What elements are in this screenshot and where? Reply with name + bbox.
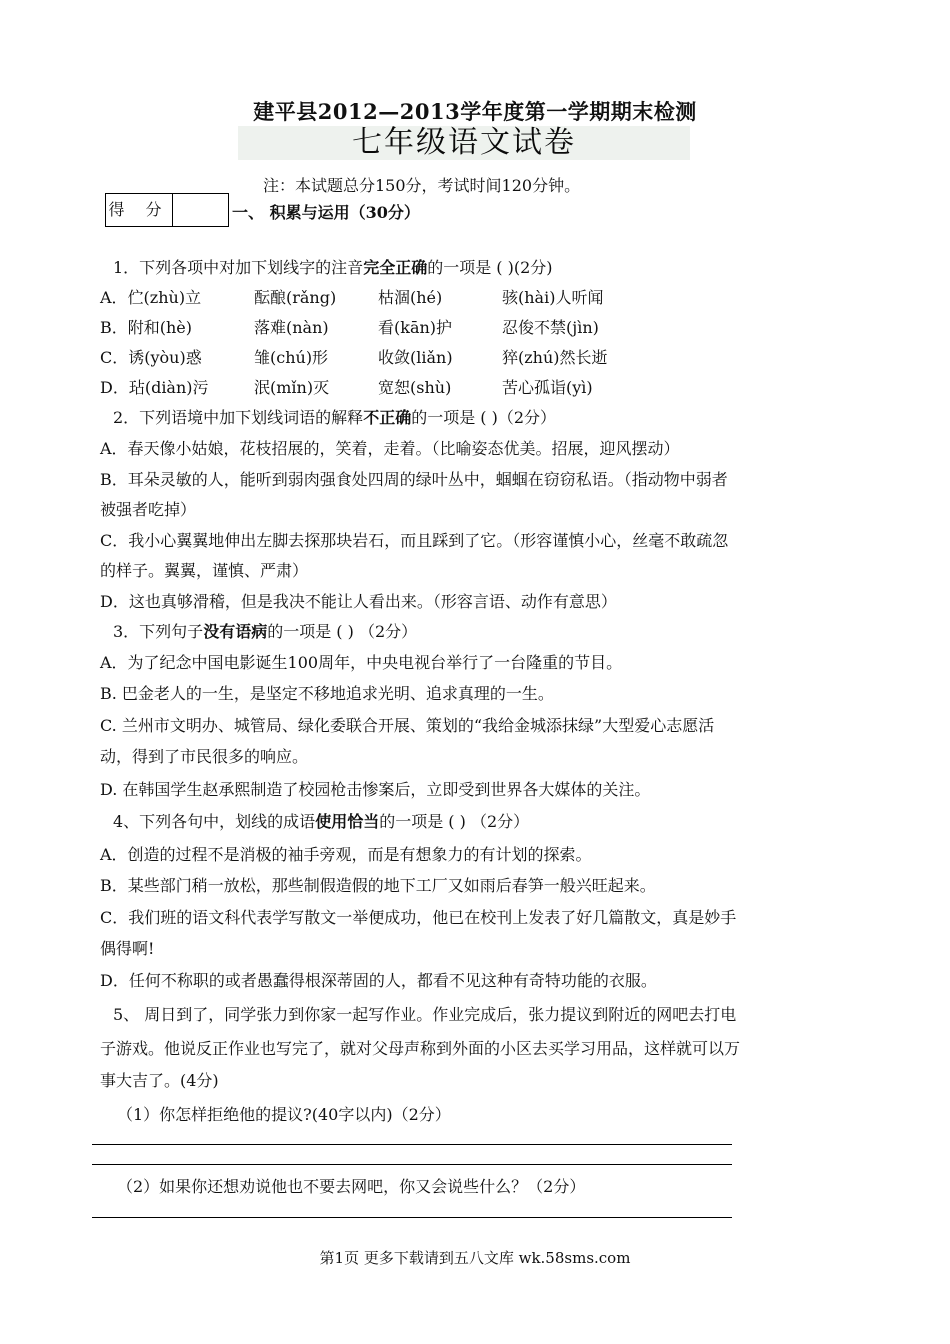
q4-option-b: B．某些部门稍一放松，那些制假造假的地下工厂又如雨后春笋一般兴旺起来。	[100, 876, 656, 895]
q3-option-c-cont: 动，得到了市民很多的响应。	[100, 747, 309, 766]
score-box	[105, 193, 229, 227]
q4-option-a: A．创造的过程不是消极的袖手旁观，而是有想象力的有计划的探索。	[100, 845, 592, 864]
q5-text-line1: 5、 周日到了，同学张力到你家一起写作业。作业完成后，张力提议到附近的网吧去打电	[113, 1005, 737, 1024]
q5-text-line2: 子游戏。他说反正作业也写完了，就对父母声称到外面的小区去买学习用品，这样就可以万	[100, 1039, 741, 1058]
q4-option-d: D．任何不称职的或者愚蠢得根深蒂固的人，都看不见这种有奇特功能的衣服。	[100, 971, 657, 990]
exam-subtitle-banner	[238, 126, 690, 160]
q3-option-d: D. 在韩国学生赵承熙制造了校园枪击惨案后，立即受到世界各大媒体的关注。	[100, 780, 651, 799]
exam-subtitle: 七年级语文试卷	[352, 125, 576, 160]
q3-stem: 3．下列句子没有语病的一项是 ( ) （2分）	[113, 622, 418, 641]
q2-stem: 2．下列语境中加下划线词语的解释不正确的一项是 ( )（2分）	[113, 408, 557, 427]
q2-option-a: A．春天像小姑娘，花枝招展的，笑着，走着。（比喻姿态优美。招展，迎风摆动）	[100, 439, 680, 458]
q1-stem: 1．下列各项中对加下划线字的注音完全正确的一项是 ( )(2分)	[113, 258, 553, 277]
q2-option-b: B．耳朵灵敏的人，能听到弱肉强食处四周的绿叶丛中，蝈蝈在窃窃私语。（指动物中弱者	[100, 470, 728, 489]
answer-line-3[interactable]	[92, 1217, 732, 1218]
q4-stem: 4、下列各句中，划线的成语使用恰当的一项是 ( ) （2分）	[113, 812, 530, 831]
q2-option-c-cont: 的样子。翼翼，谨慎、严肃）	[100, 561, 309, 580]
score-value[interactable]	[173, 194, 228, 226]
q5-text-line3: 事大吉了。(4分)	[100, 1071, 219, 1090]
answer-line-2[interactable]	[92, 1164, 732, 1165]
q5-sub1: （1）你怎样拒绝他的提议?(40字以内)（2分）	[117, 1105, 451, 1124]
q3-option-b: B. 巴金老人的一生，是坚定不移地追求光明、追求真理的一生。	[100, 684, 554, 703]
q5-sub2: （2）如果你还想劝说他也不要去网吧，你又会说些什么？（2分）	[117, 1177, 586, 1196]
q4-option-c-cont: 偶得啊!	[100, 939, 155, 958]
q2-option-c: C．我小心翼翼地伸出左脚去探那块岩石，而且踩到了它。（形容谨慎小心，丝毫不敢疏忽	[100, 531, 729, 550]
q3-option-a: A．为了纪念中国电影诞生100周年，中央电视台举行了一台隆重的节目。	[100, 653, 623, 672]
page-footer: 第1页 更多下载请到五八文库 wk.58sms.com	[319, 1249, 631, 1267]
answer-line-1[interactable]	[92, 1144, 732, 1145]
score-label: 得 分	[106, 194, 173, 226]
q2-option-d: D．这也真够滑稽，但是我决不能让人看出来。（形容言语、动作有意思）	[100, 592, 617, 611]
exam-title: 建平县2012—2013学年度第一学期期末检测	[253, 99, 697, 124]
q2-option-b-cont: 被强者吃掉）	[100, 500, 197, 519]
q4-option-c: C．我们班的语文科代表学写散文一举便成功，他已在校刊上发表了好几篇散文，真是妙手	[100, 908, 737, 927]
section-heading: 一、 积累与运用（30分）	[232, 203, 420, 222]
q3-option-c: C. 兰州市文明办、城管局、绿化委联合开展、策划的“我给金城添抹绿”大型爱心志愿活	[100, 716, 715, 735]
exam-note: 注：本试题总分150分，考试时间120分钟。	[263, 176, 581, 195]
